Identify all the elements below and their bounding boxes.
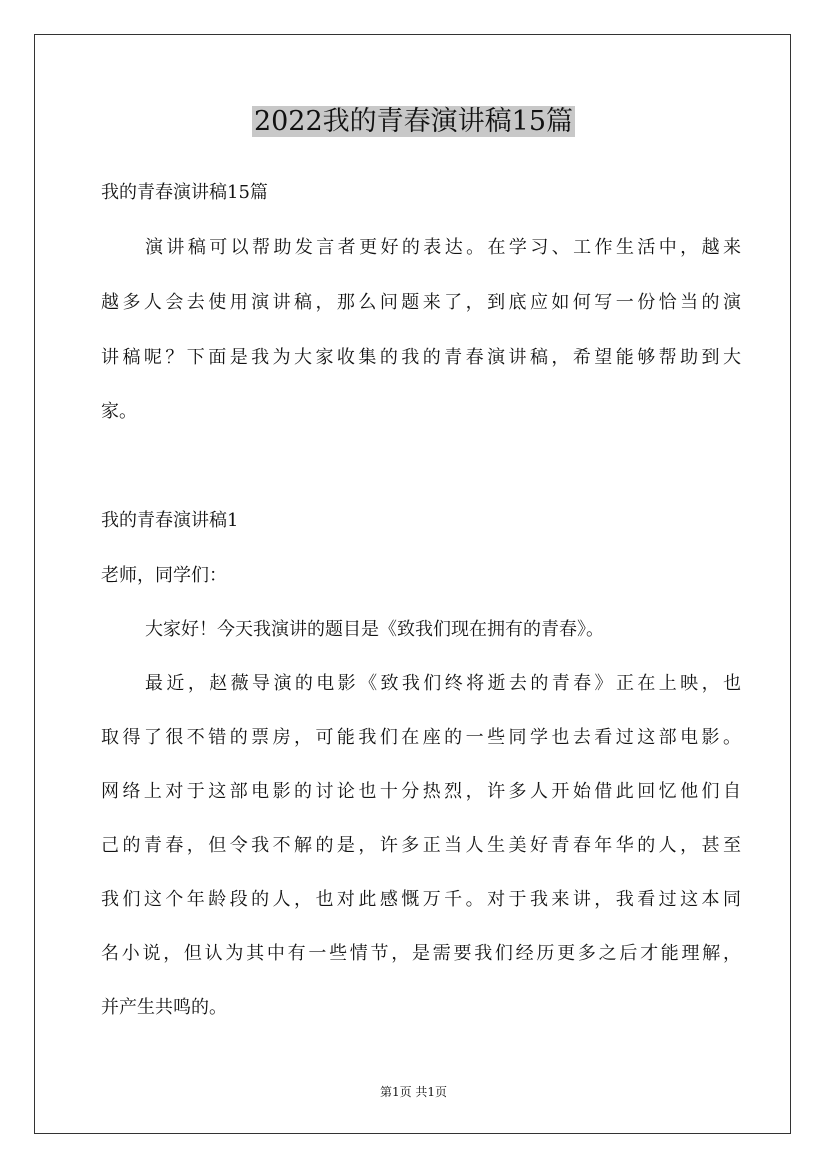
paragraph-line: 演讲稿可以帮助发言者更好的表达。在学习、工作生活中，越来 xyxy=(145,237,741,258)
section-heading: 我的青春演讲稿15篇 xyxy=(101,182,268,203)
paragraph-line: 名小说，但认为其中有一些情节，是需要我们经历更多之后才能理解， xyxy=(101,943,741,964)
page-footer: 第1页 共1页 xyxy=(379,1085,448,1099)
paragraph-line: 己的青春，但令我不解的是，许多正当人生美好青春年华的人，甚至 xyxy=(101,835,741,856)
paragraph-line: 我们这个年龄段的人，也对此感慨万千。对于我来讲，我看过这本同 xyxy=(101,889,741,910)
section-heading: 我的青春演讲稿1 xyxy=(101,510,239,531)
paragraph-line: 大家好！今天我演讲的题目是《致我们现在拥有的青春》。 xyxy=(145,619,604,640)
paragraph-line: 越多人会去使用演讲稿，那么问题来了，到底应如何写一份恰当的演 xyxy=(101,292,741,313)
paragraph-line: 最近，赵薇导演的电影《致我们终将逝去的青春》正在上映，也 xyxy=(145,673,741,694)
salutation: 老师，同学们： xyxy=(101,565,227,586)
paragraph-line: 取得了很不错的票房，可能我们在座的一些同学也去看过这部电影。 xyxy=(101,727,741,748)
paragraph-line: 网络上对于这部电影的讨论也十分热烈，许多人开始借此回忆他们自 xyxy=(101,781,741,802)
paragraph-line: 讲稿呢？下面是我为大家收集的我的青春演讲稿，希望能够帮助到大 xyxy=(101,347,741,368)
document-title-text: 2022我的青春演讲稿15篇 xyxy=(253,106,574,137)
paragraph-line: 家。 xyxy=(101,401,137,422)
document-title xyxy=(0,104,827,140)
paragraph-line: 并产生共鸣的。 xyxy=(101,997,227,1018)
